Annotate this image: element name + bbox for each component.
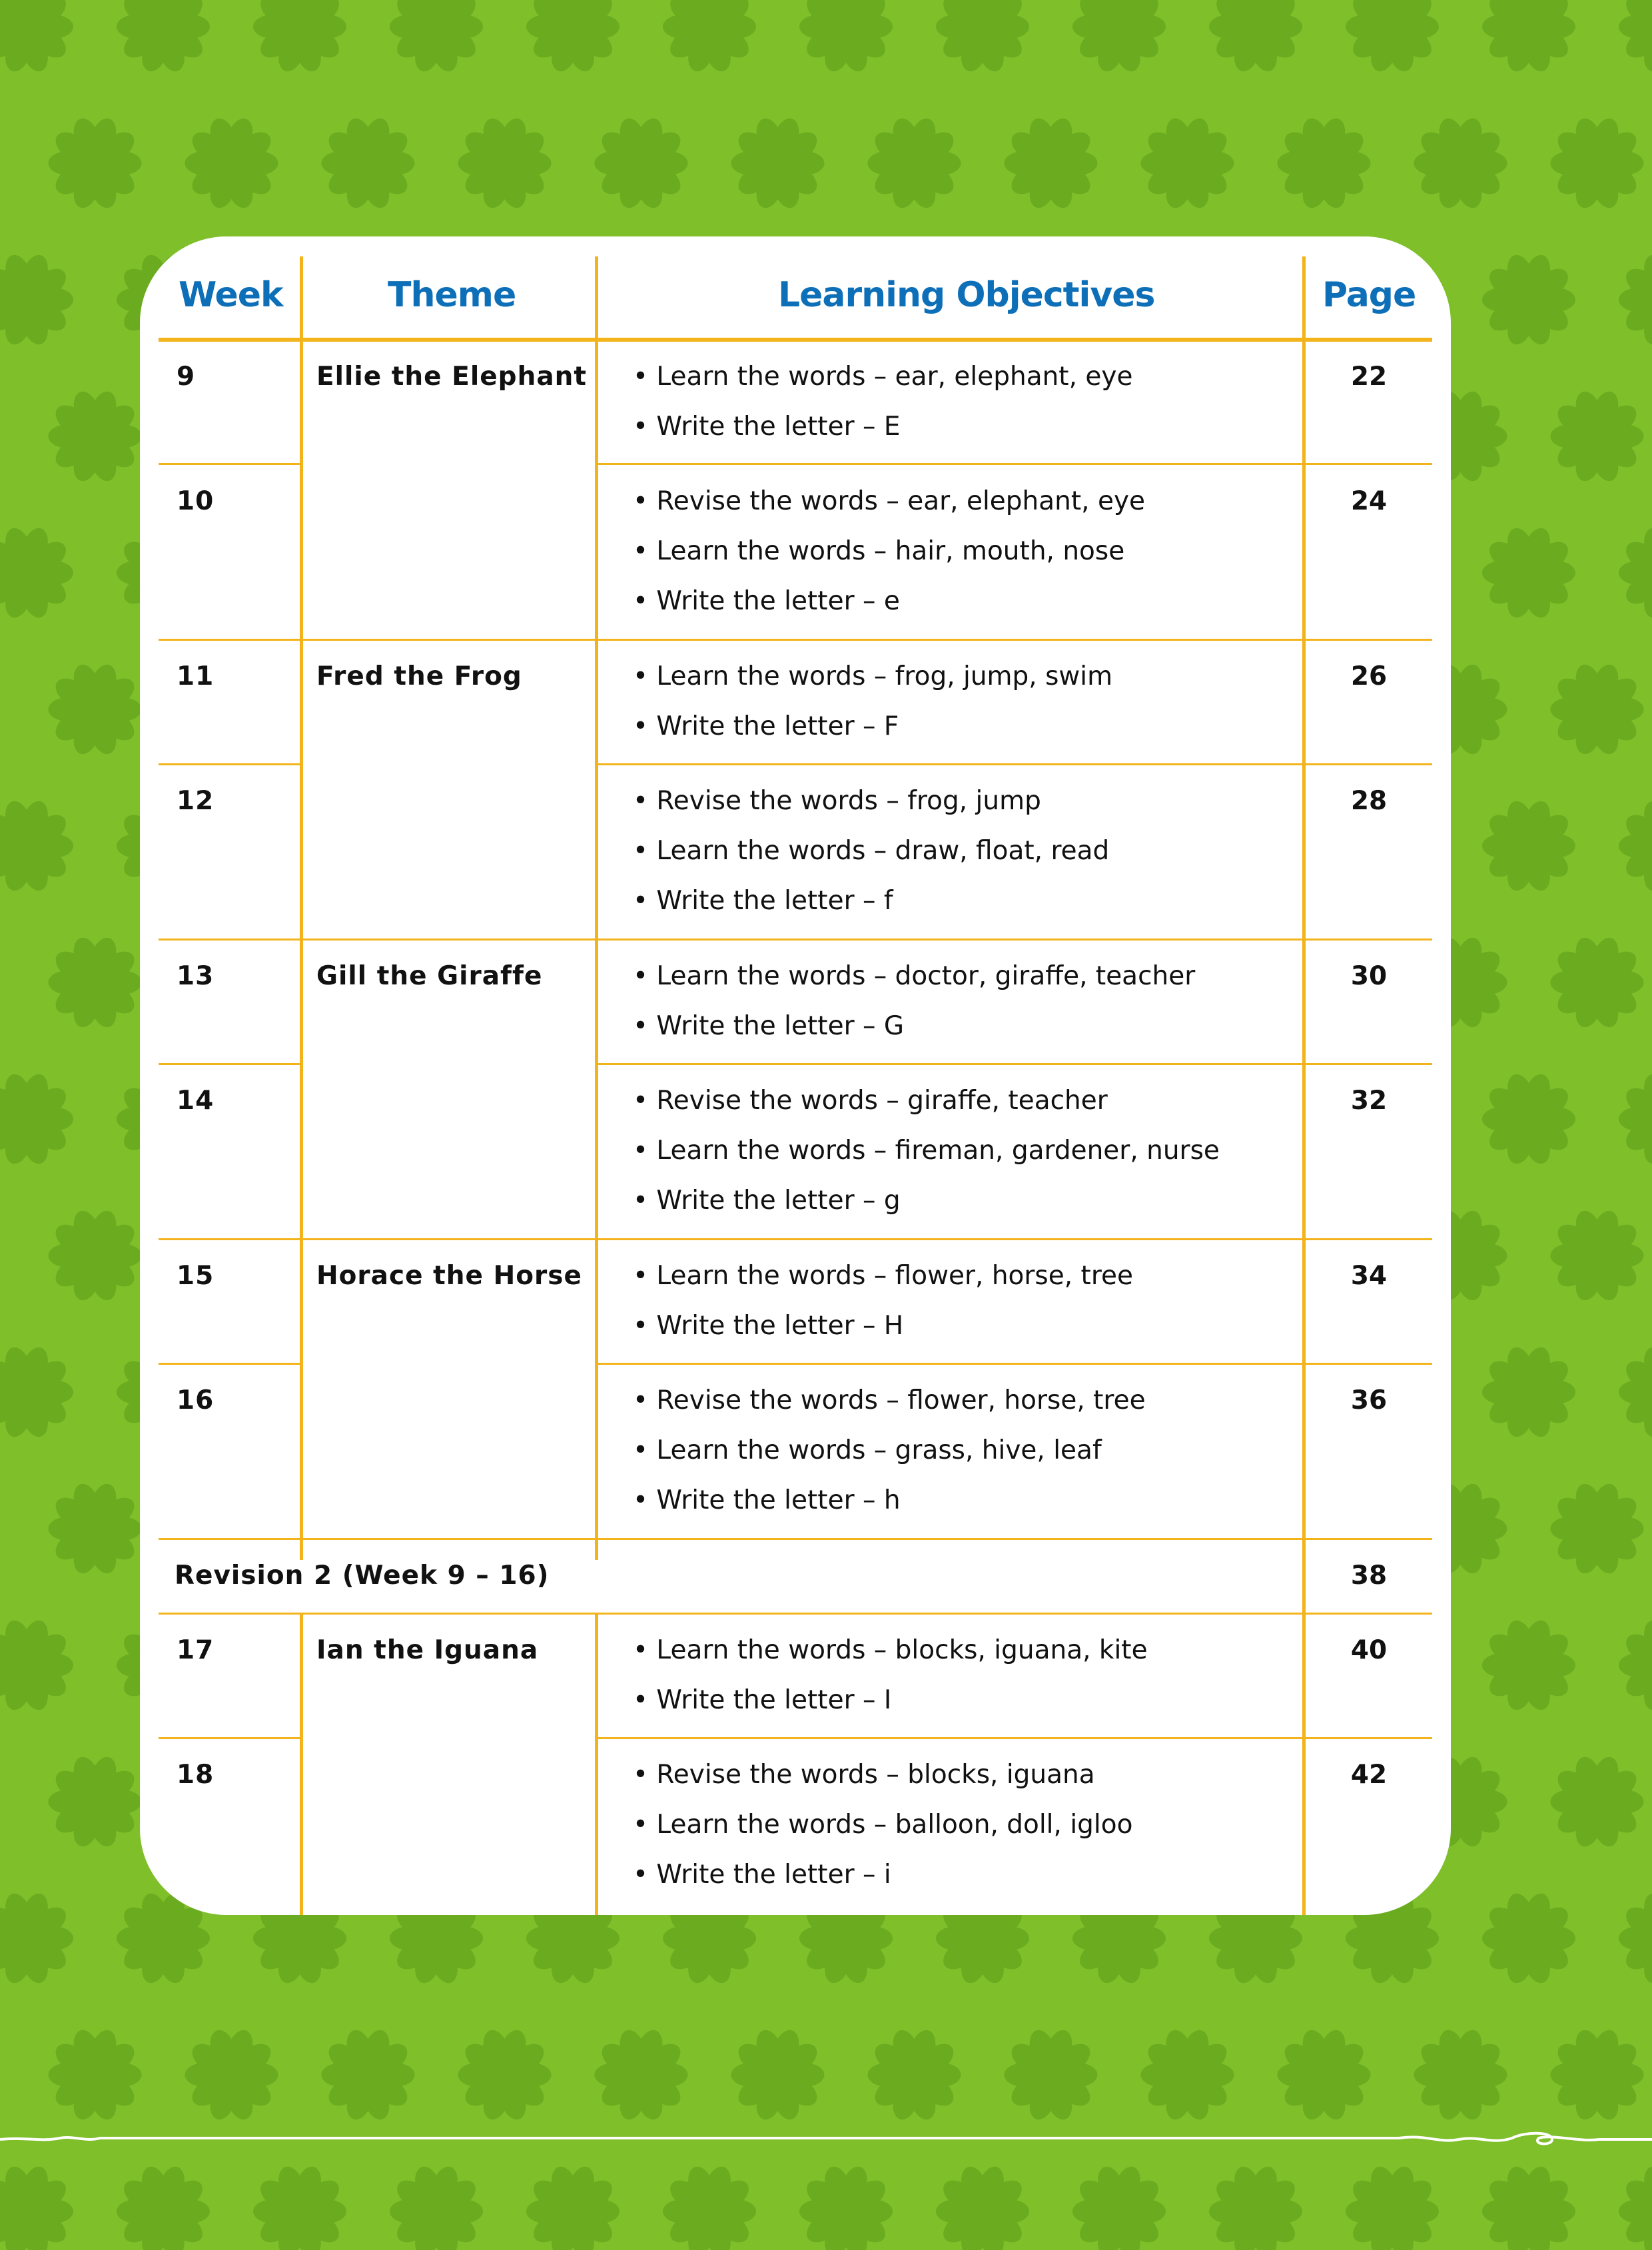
flower-shape bbox=[1141, 115, 1234, 211]
flower-shape bbox=[322, 2027, 415, 2123]
page-number: 30 bbox=[1350, 961, 1388, 991]
row-divider bbox=[159, 1063, 302, 1065]
flower-shape bbox=[49, 1481, 142, 1577]
objective-line: • Learn the words – blocks, iguana, kite bbox=[633, 1635, 1148, 1665]
flower-shape bbox=[1346, 2163, 1439, 2250]
flower-shape bbox=[1482, 798, 1575, 894]
row-divider bbox=[159, 1737, 302, 1739]
week-number: 15 bbox=[177, 1261, 214, 1291]
objective-line: • Write the letter – i bbox=[633, 1860, 891, 1890]
page-number: 26 bbox=[1350, 661, 1388, 691]
objective-line: • Learn the words – grass, hive, leaf bbox=[633, 1435, 1102, 1465]
flower-shape bbox=[49, 1754, 142, 1850]
header-divider bbox=[159, 338, 1432, 342]
flower-shape bbox=[49, 388, 142, 484]
flower-shape bbox=[799, 0, 893, 75]
row-divider bbox=[597, 1363, 1432, 1365]
flower-shape bbox=[0, 2163, 73, 2250]
theme-name: Ellie the Elephant bbox=[316, 362, 588, 392]
page-number: 24 bbox=[1350, 486, 1388, 516]
objective-line: • Write the letter – H bbox=[633, 1311, 904, 1341]
flower-shape bbox=[1482, 252, 1575, 348]
row-divider bbox=[597, 463, 1432, 465]
flower-shape bbox=[595, 2027, 688, 2123]
flower-shape bbox=[253, 0, 346, 75]
flower-shape bbox=[49, 115, 142, 211]
flower-shape bbox=[1619, 1344, 1652, 1440]
page-number: 38 bbox=[1350, 1561, 1388, 1591]
flower-shape bbox=[1619, 2163, 1652, 2250]
flower-shape bbox=[117, 0, 210, 75]
objective-line: • Learn the words – flower, horse, tree bbox=[633, 1261, 1133, 1291]
week-number: 12 bbox=[177, 786, 214, 816]
flower-shape bbox=[1278, 2027, 1371, 2123]
flower-shape bbox=[1278, 115, 1371, 211]
column-divider-week-theme-lower bbox=[300, 1615, 303, 1915]
row-divider bbox=[159, 1363, 302, 1365]
row-divider bbox=[159, 1238, 1432, 1240]
page-number: 28 bbox=[1350, 786, 1388, 816]
objective-line: • Learn the words – hair, mouth, nose bbox=[633, 536, 1125, 566]
row-divider bbox=[597, 1737, 1432, 1739]
objective-line: • Write the letter – F bbox=[633, 711, 899, 741]
flower-shape bbox=[458, 115, 552, 211]
page-number: 22 bbox=[1350, 362, 1388, 392]
flower-shape bbox=[1551, 661, 1644, 757]
page-number: 34 bbox=[1350, 1261, 1388, 1291]
week-number: 18 bbox=[177, 1760, 214, 1790]
row-divider bbox=[159, 1613, 1432, 1615]
flower-shape bbox=[526, 0, 620, 75]
theme-name: Fred the Frog bbox=[316, 661, 522, 691]
theme-name: Gill the Giraffe bbox=[316, 961, 543, 991]
flower-shape bbox=[1551, 1754, 1644, 1850]
page-number: 40 bbox=[1350, 1635, 1388, 1665]
flower-shape bbox=[1005, 115, 1098, 211]
objective-line: • Write the letter – e bbox=[633, 586, 900, 616]
flower-shape bbox=[49, 661, 142, 757]
objective-line: • Learn the words – doctor, giraffe, teacher bbox=[633, 961, 1196, 991]
objective-line: • Revise the words – ear, elephant, eye bbox=[633, 486, 1146, 516]
objective-line: • Learn the words – ear, elephant, eye bbox=[633, 362, 1133, 392]
flower-shape bbox=[0, 1344, 73, 1440]
flower-shape bbox=[1482, 1071, 1575, 1167]
flower-shape bbox=[1551, 1208, 1644, 1304]
flower-shape bbox=[0, 1890, 73, 1986]
row-divider bbox=[159, 463, 302, 465]
week-number: 9 bbox=[177, 362, 196, 392]
week-number: 13 bbox=[177, 961, 214, 991]
flower-shape bbox=[49, 935, 142, 1030]
contents-card bbox=[140, 236, 1451, 1915]
flower-shape bbox=[1482, 2163, 1575, 2250]
flower-shape bbox=[185, 115, 278, 211]
row-divider bbox=[159, 639, 1432, 641]
flower-shape bbox=[1346, 0, 1439, 75]
flower-shape bbox=[731, 2027, 825, 2123]
flower-shape bbox=[1619, 525, 1652, 621]
flower-shape bbox=[868, 2027, 961, 2123]
theme-name: Horace the Horse bbox=[316, 1261, 582, 1291]
flower-shape bbox=[1619, 252, 1652, 348]
row-divider bbox=[597, 763, 1432, 765]
flower-shape bbox=[1619, 798, 1652, 894]
flower-shape bbox=[1482, 1890, 1575, 1986]
objective-line: • Write the letter – f bbox=[633, 886, 893, 916]
flower-shape bbox=[1414, 115, 1507, 211]
flower-shape bbox=[1619, 0, 1652, 75]
objective-line: • Revise the words – blocks, iguana bbox=[633, 1760, 1095, 1790]
flower-shape bbox=[1414, 2027, 1507, 2123]
flower-shape bbox=[1551, 388, 1644, 484]
flower-shape bbox=[1551, 935, 1644, 1030]
flower-shape bbox=[322, 115, 415, 211]
page-number: 36 bbox=[1350, 1385, 1388, 1415]
flower-shape bbox=[663, 2163, 756, 2250]
header-learning-objectives: Learning Objectives bbox=[778, 275, 1155, 315]
flower-shape bbox=[595, 115, 688, 211]
flower-shape bbox=[390, 2163, 483, 2250]
decorative-squiggle-line bbox=[0, 2125, 1652, 2151]
objective-line: • Revise the words – flower, horse, tree bbox=[633, 1385, 1146, 1415]
flower-shape bbox=[0, 1071, 73, 1167]
objective-line: • Write the letter – E bbox=[633, 412, 901, 442]
flower-shape bbox=[1209, 0, 1302, 75]
flower-shape bbox=[185, 2027, 278, 2123]
flower-shape bbox=[1551, 115, 1644, 211]
objective-line: • Learn the words – balloon, doll, igloo bbox=[633, 1810, 1133, 1840]
week-number: 14 bbox=[177, 1086, 214, 1116]
objective-line: • Write the letter – I bbox=[633, 1685, 892, 1715]
objective-line: • Revise the words – giraffe, teacher bbox=[633, 1086, 1108, 1116]
flower-shape bbox=[731, 115, 825, 211]
week-number: 10 bbox=[177, 486, 214, 516]
flower-shape bbox=[1619, 1890, 1652, 1986]
objective-line: • Write the letter – h bbox=[633, 1485, 901, 1515]
flower-shape bbox=[1005, 2027, 1098, 2123]
page-number: 42 bbox=[1350, 1760, 1388, 1790]
flower-shape bbox=[1482, 525, 1575, 621]
header-page: Page bbox=[1322, 275, 1416, 315]
revision-label: Revision 2 (Week 9 – 16) bbox=[175, 1561, 550, 1591]
week-number: 17 bbox=[177, 1635, 214, 1665]
row-divider bbox=[159, 938, 1432, 940]
flower-shape bbox=[390, 0, 483, 75]
flower-shape bbox=[1141, 2027, 1234, 2123]
objective-line: • Learn the words – draw, float, read bbox=[633, 836, 1110, 866]
flower-shape bbox=[526, 2163, 620, 2250]
flower-shape bbox=[49, 2027, 142, 2123]
header-theme: Theme bbox=[388, 275, 516, 315]
row-divider bbox=[597, 1063, 1432, 1065]
flower-shape bbox=[49, 1208, 142, 1304]
flower-shape bbox=[1482, 0, 1575, 75]
objective-line: • Revise the words – frog, jump bbox=[633, 786, 1041, 816]
flower-shape bbox=[936, 2163, 1029, 2250]
column-divider-theme-objectives-lower bbox=[595, 1615, 598, 1915]
row-divider bbox=[159, 1538, 1432, 1540]
flower-shape bbox=[0, 0, 73, 75]
flower-shape bbox=[868, 115, 961, 211]
flower-shape bbox=[663, 0, 756, 75]
row-divider bbox=[159, 763, 302, 765]
objective-line: • Learn the words – fireman, gardener, nurse bbox=[633, 1136, 1220, 1166]
flower-shape bbox=[936, 0, 1029, 75]
week-number: 16 bbox=[177, 1385, 214, 1415]
header-week: Week bbox=[179, 275, 283, 315]
flower-shape bbox=[0, 252, 73, 348]
flower-shape bbox=[1619, 1617, 1652, 1713]
flower-shape bbox=[1482, 1617, 1575, 1713]
objective-line: • Write the letter – g bbox=[633, 1186, 901, 1216]
flower-shape bbox=[1619, 1071, 1652, 1167]
flower-shape bbox=[0, 1617, 73, 1713]
flower-shape bbox=[253, 2163, 346, 2250]
theme-name: Ian the Iguana bbox=[316, 1635, 539, 1665]
week-number: 11 bbox=[177, 661, 214, 691]
page-number: 32 bbox=[1350, 1086, 1388, 1116]
flower-shape bbox=[117, 2163, 210, 2250]
flower-shape bbox=[1551, 2027, 1644, 2123]
flower-shape bbox=[0, 525, 73, 621]
objective-line: • Write the letter – G bbox=[633, 1011, 905, 1041]
flower-shape bbox=[1209, 2163, 1302, 2250]
flower-shape bbox=[1482, 1344, 1575, 1440]
objective-line: • Learn the words – frog, jump, swim bbox=[633, 661, 1113, 691]
flower-shape bbox=[799, 2163, 893, 2250]
flower-shape bbox=[1072, 2163, 1166, 2250]
flower-shape bbox=[1551, 1481, 1644, 1577]
flower-shape bbox=[458, 2027, 552, 2123]
flower-shape bbox=[1072, 0, 1166, 75]
flower-shape bbox=[0, 798, 73, 894]
